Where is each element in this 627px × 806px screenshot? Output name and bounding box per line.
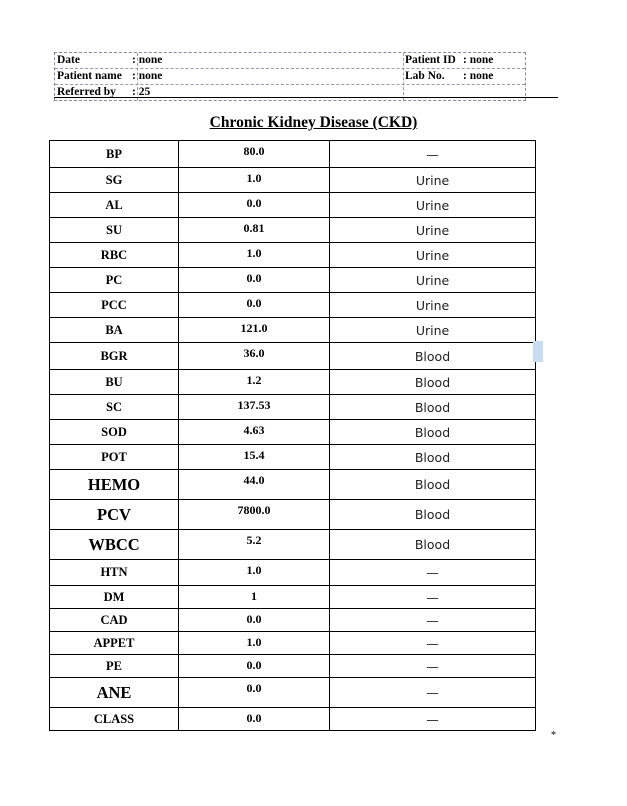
test-value-cell: 1.0 xyxy=(179,243,330,268)
patient-info-box xyxy=(54,52,526,101)
patient-id-value: : none xyxy=(463,54,494,66)
test-name-cell: PCV xyxy=(50,500,179,530)
specimen-cell: — xyxy=(330,678,536,708)
test-name-cell: ANE xyxy=(50,678,179,708)
test-value-cell: 0.0 xyxy=(179,708,330,731)
test-name-cell: SG xyxy=(50,168,179,193)
specimen-cell: Blood xyxy=(330,420,536,445)
test-name-cell: BU xyxy=(50,370,179,395)
table-row xyxy=(50,168,536,193)
specimen-cell: — xyxy=(330,609,536,632)
test-value-cell: 4.63 xyxy=(179,420,330,445)
referred-by-label: Referred by xyxy=(57,86,116,98)
table-row xyxy=(50,560,536,586)
table-row xyxy=(50,218,536,243)
specimen-cell: Blood xyxy=(330,395,536,420)
table-row xyxy=(50,318,536,343)
table-row xyxy=(50,243,536,268)
test-value-cell: 0.0 xyxy=(179,678,330,708)
test-name-cell: BA xyxy=(50,318,179,343)
header-row-date xyxy=(55,53,525,69)
test-value-cell: 137.53 xyxy=(179,395,330,420)
results-table xyxy=(49,140,536,731)
table-row xyxy=(50,445,536,470)
test-value-cell: 1.0 xyxy=(179,560,330,586)
table-row xyxy=(50,141,536,168)
test-value-cell: 0.0 xyxy=(179,293,330,318)
test-value-cell: 80.0 xyxy=(179,141,330,168)
table-row xyxy=(50,470,536,500)
test-name-cell: HTN xyxy=(50,560,179,586)
test-value-cell: 121.0 xyxy=(179,318,330,343)
selection-marker xyxy=(533,341,543,362)
specimen-cell: — xyxy=(330,586,536,609)
test-name-cell: DM xyxy=(50,586,179,609)
test-name-cell: SC xyxy=(50,395,179,420)
test-name-cell: CAD xyxy=(50,609,179,632)
date-label: Date xyxy=(57,54,80,66)
specimen-cell: Blood xyxy=(330,445,536,470)
test-name-cell: CLASS xyxy=(50,708,179,731)
test-name-cell: PE xyxy=(50,655,179,678)
test-value-cell: 1 xyxy=(179,586,330,609)
specimen-cell: — xyxy=(330,708,536,731)
test-value-cell: 0.0 xyxy=(179,655,330,678)
table-row xyxy=(50,420,536,445)
specimen-cell: Blood xyxy=(330,500,536,530)
test-value-cell: 1.2 xyxy=(179,370,330,395)
test-name-cell: WBCC xyxy=(50,530,179,560)
table-row xyxy=(50,370,536,395)
table-row xyxy=(50,655,536,678)
lab-no-value: : none xyxy=(463,70,494,82)
header-row-patient-name xyxy=(55,69,525,85)
specimen-cell: — xyxy=(330,141,536,168)
test-name-cell: SU xyxy=(50,218,179,243)
specimen-cell: — xyxy=(330,655,536,678)
test-value-cell: 44.0 xyxy=(179,470,330,500)
table-row xyxy=(50,343,536,370)
test-name-cell: HEMO xyxy=(50,470,179,500)
test-value-cell: 0.0 xyxy=(179,193,330,218)
test-name-cell: RBC xyxy=(50,243,179,268)
specimen-cell: Urine xyxy=(330,293,536,318)
table-row xyxy=(50,609,536,632)
specimen-cell: Blood xyxy=(330,370,536,395)
test-value-cell: 7800.0 xyxy=(179,500,330,530)
test-value-cell: 0.0 xyxy=(179,609,330,632)
date-value: : none xyxy=(132,54,163,66)
specimen-cell: Urine xyxy=(330,193,536,218)
table-row xyxy=(50,530,536,560)
table-row xyxy=(50,293,536,318)
test-value-cell: 0.81 xyxy=(179,218,330,243)
test-value-cell: 1.0 xyxy=(179,168,330,193)
table-row xyxy=(50,395,536,420)
specimen-cell: Blood xyxy=(330,470,536,500)
specimen-cell: Urine xyxy=(330,218,536,243)
specimen-cell: Blood xyxy=(330,343,536,370)
test-value-cell: 0.0 xyxy=(179,268,330,293)
table-row xyxy=(50,193,536,218)
test-value-cell: 5.2 xyxy=(179,530,330,560)
specimen-cell: Urine xyxy=(330,318,536,343)
test-name-cell: PCC xyxy=(50,293,179,318)
header-rule xyxy=(54,97,558,98)
test-name-cell: BP xyxy=(50,141,179,168)
specimen-cell: Urine xyxy=(330,168,536,193)
specimen-cell: Blood xyxy=(330,530,536,560)
test-name-cell: PC xyxy=(50,268,179,293)
test-value-cell: 1.0 xyxy=(179,632,330,655)
patient-name-value: : none xyxy=(132,70,163,82)
test-name-cell: SOD xyxy=(50,420,179,445)
test-value-cell: 36.0 xyxy=(179,343,330,370)
lab-no-label: Lab No. xyxy=(405,70,445,82)
specimen-cell: — xyxy=(330,560,536,586)
table-row xyxy=(50,586,536,609)
test-value-cell: 15.4 xyxy=(179,445,330,470)
patient-name-label: Patient name xyxy=(57,70,122,82)
test-name-cell: APPET xyxy=(50,632,179,655)
specimen-cell: Urine xyxy=(330,268,536,293)
test-name-cell: AL xyxy=(50,193,179,218)
specimen-cell: Urine xyxy=(330,243,536,268)
specimen-cell: — xyxy=(330,632,536,655)
table-row xyxy=(50,500,536,530)
table-row xyxy=(50,708,536,731)
report-title: Chronic Kidney Disease (CKD) xyxy=(209,114,418,131)
test-name-cell: BGR xyxy=(50,343,179,370)
test-name-cell: POT xyxy=(50,445,179,470)
table-row xyxy=(50,268,536,293)
table-row xyxy=(50,678,536,708)
patient-id-label: Patient ID xyxy=(405,54,456,66)
footer-asterisk: * xyxy=(551,730,556,741)
table-row xyxy=(50,632,536,655)
referred-by-value: : 25 xyxy=(132,86,151,98)
